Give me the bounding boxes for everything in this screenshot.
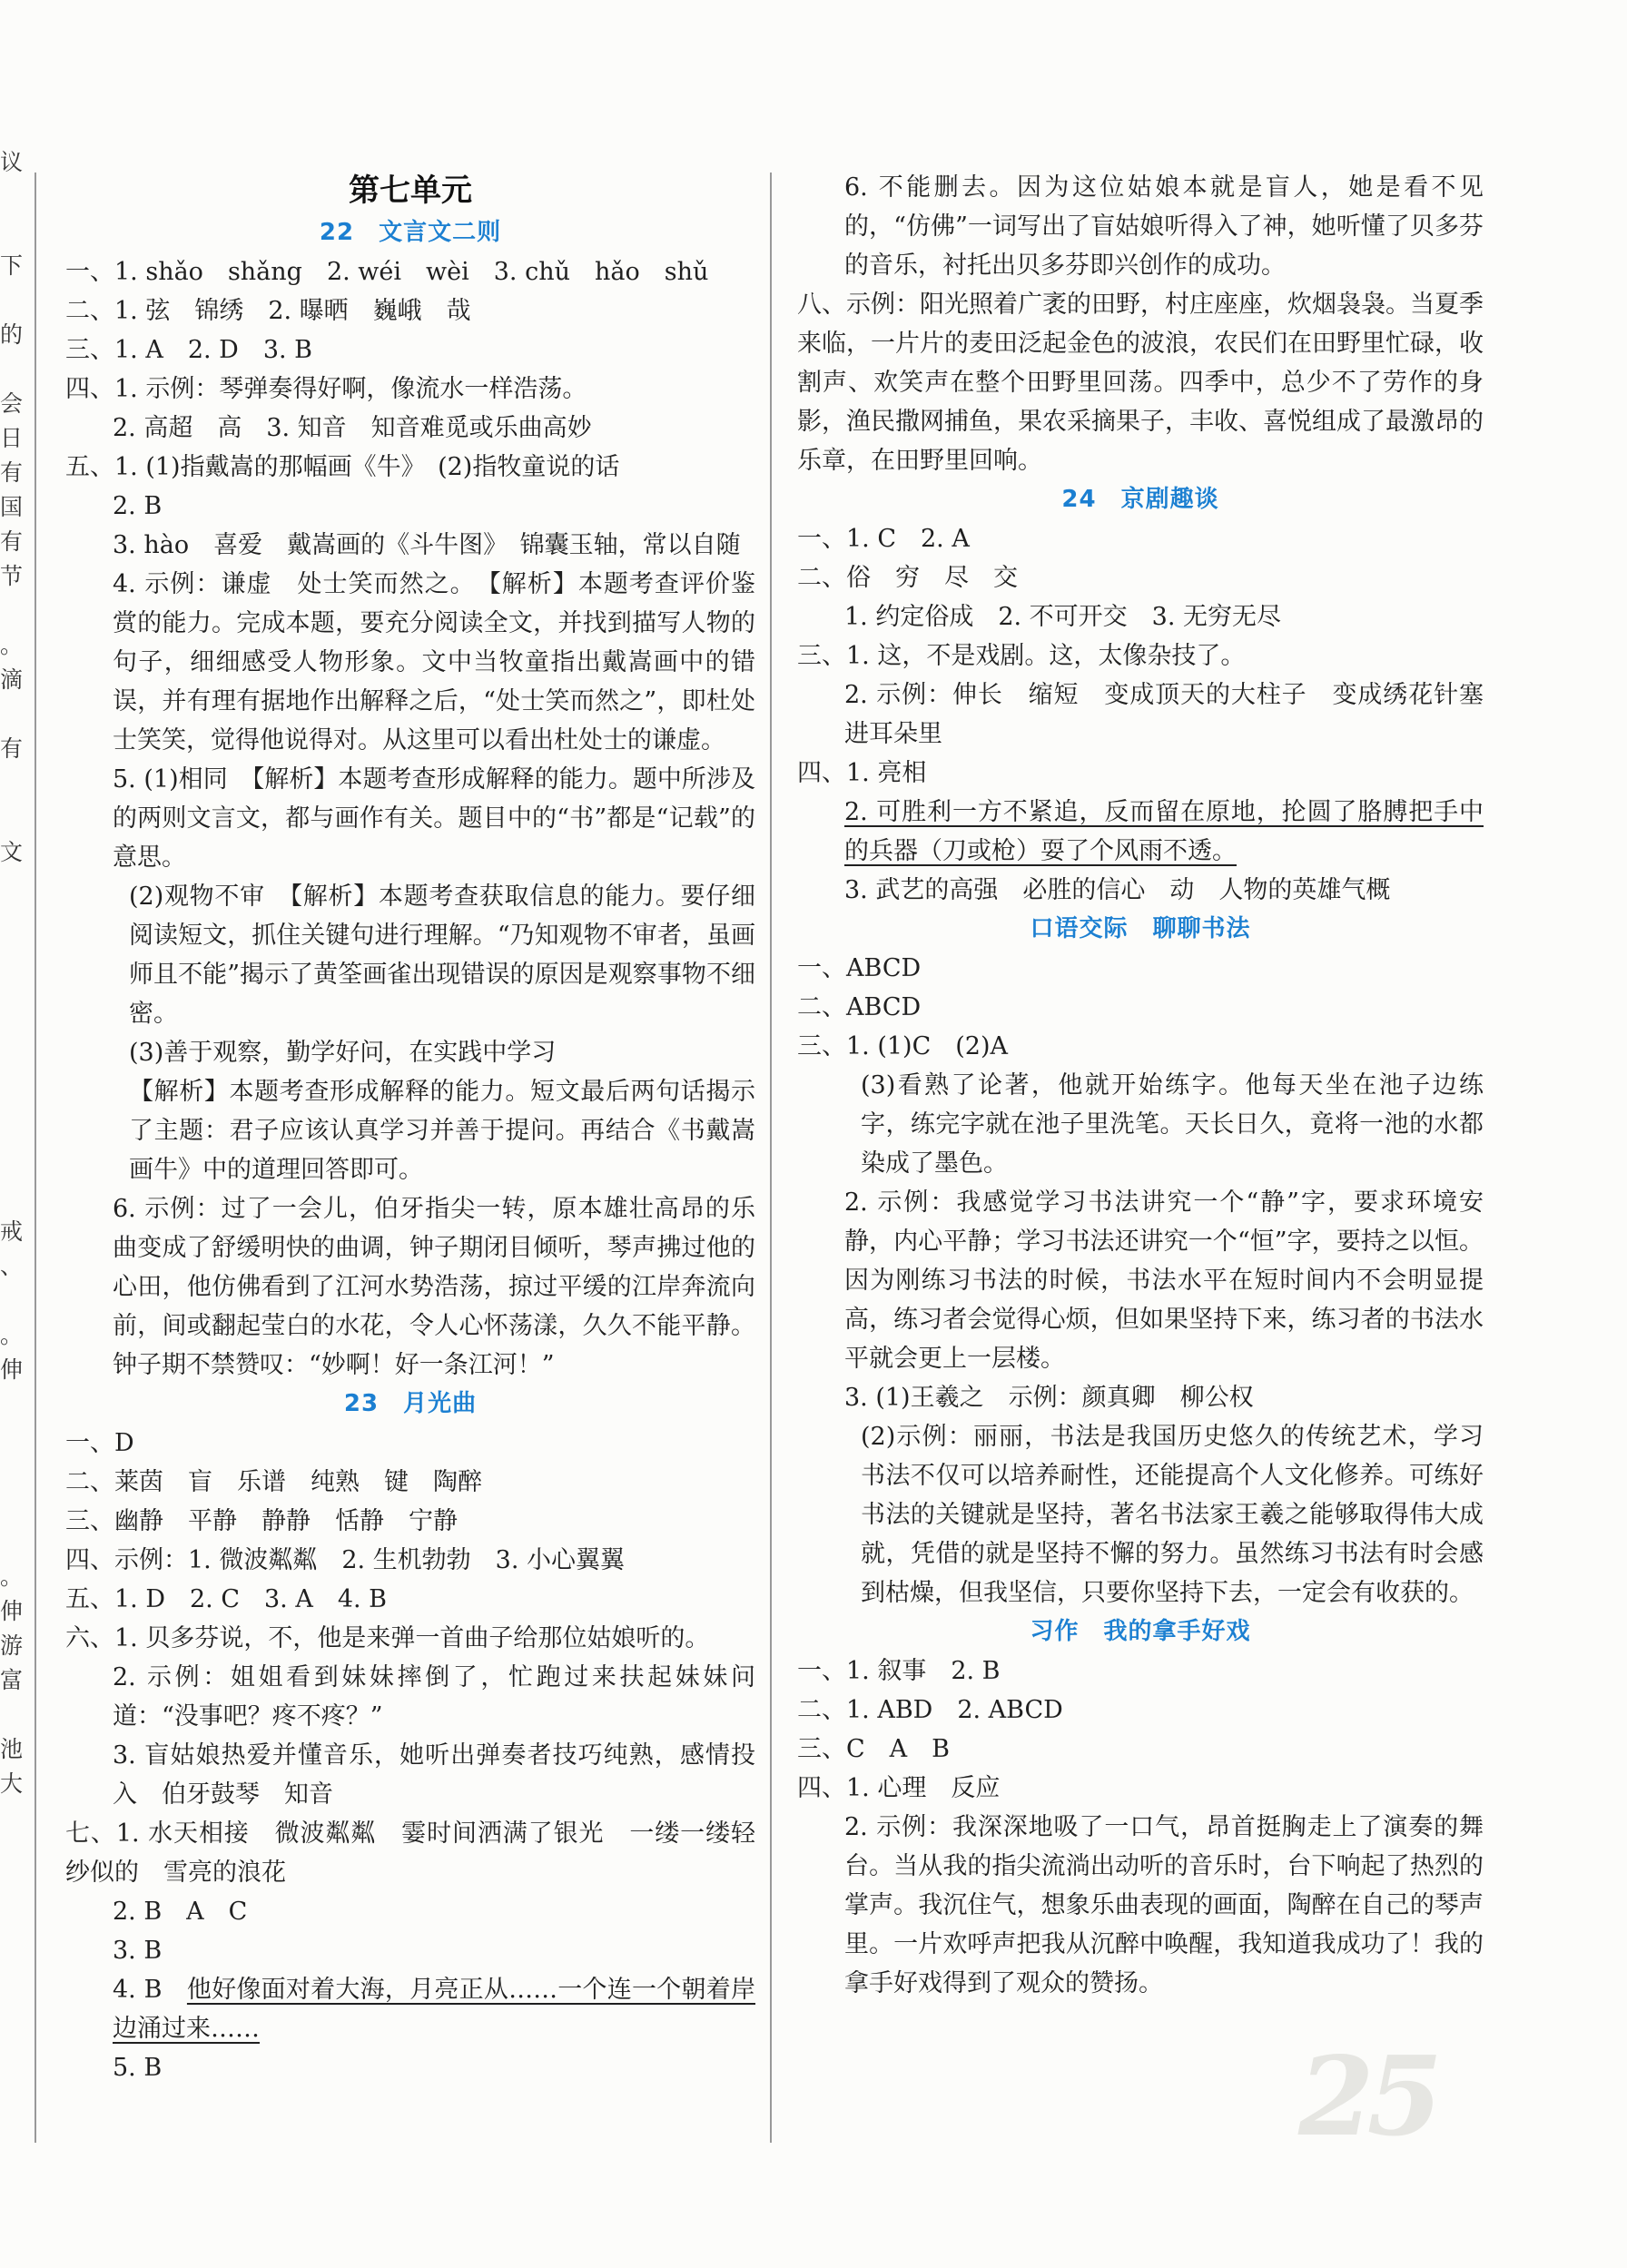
bleed-char: 富 (0, 1667, 24, 1693)
answer-line: 二、ABCD (797, 993, 922, 1021)
left-margin-rule (35, 173, 36, 2143)
answer-line: 四、1. 示例：琴弹奏得好啊，像流水一样浩荡。 (65, 375, 587, 403)
answer-line: 一、1. 叙事 2. B (797, 1657, 1001, 1685)
bleed-char (0, 904, 25, 939)
answer-paragraph: (3)善于观察，勤学好问，在实践中学习 (129, 1039, 557, 1067)
bleed-char (0, 766, 25, 801)
answer-line: 二、1. ABD 2. ABCD (797, 1696, 1063, 1724)
answer-paragraph: (2)观物不审 【解析】本题考查获取信息的能力。要仔细阅读短文，抓住关键句进行理解。“乃知观物不审者，虽画师且不能”揭示了黄筌画雀出现错误的原因是观察事物不细密。 (129, 883, 755, 1028)
bleed-char: 戒 (0, 1218, 24, 1245)
answer-paragraph (65, 1970, 755, 2048)
answer-line: 一、D (65, 1429, 134, 1457)
bleed-char (0, 352, 25, 387)
unit-title: 第七单元 (349, 173, 472, 209)
bleed-char (0, 1008, 25, 1042)
bleed-char (0, 1387, 25, 1422)
answer-line: 三、1. A 2. D 3. B (65, 336, 313, 364)
bleed-char: 游 (0, 1632, 24, 1659)
answer-line: 三、1. (1)C (2)A (797, 1032, 1008, 1060)
bleed-char: 。 (0, 1322, 24, 1348)
bleed-char (0, 801, 25, 835)
answer-line: 一、1. C 2. A (797, 525, 970, 553)
bleed-char: 会 (0, 390, 24, 417)
bleed-char (0, 1042, 25, 1077)
underlined-answer: 2. 可胜利一方不紧追，反而留在原地，抡圆了胳膊把手中的兵器（刀或枪）耍了个风雨不透。 (844, 798, 1484, 865)
bleed-char: 有 (0, 459, 24, 486)
bleed-char: 。 (0, 632, 24, 658)
bleed-char (0, 180, 25, 214)
answer-line: 二、莱茵 盲 乐谱 纯熟 键 陶醉 (65, 1468, 482, 1496)
answer-paragraph: 3. 盲姑娘热爱并懂音乐，她听出弹奏者技巧纯熟，感情投入 伯牙鼓琴 知音 (113, 1741, 755, 1809)
answer-line: 5. B (113, 2054, 163, 2082)
bleed-char (0, 1111, 25, 1146)
answer-line: 2. 高超 高 3. 知音 知音难觅或乐曲高妙 (113, 414, 592, 442)
bleed-char: 国 (0, 494, 24, 520)
answer-line: 二、1. 弦 锦绣 2. 曝晒 巍峨 哉 (65, 297, 471, 325)
bleed-char (0, 1146, 25, 1180)
answer-line: 一、1. shǎo shǎng 2. wéi wèi 3. chǔ hǎo shǔ (65, 258, 709, 286)
answer-paragraph: 5. (1)相同 【解析】本题考查形成解释的能力。题中所涉及的两则文言文，都与画作有关。题目中的“书”都是“记载”的意思。 (113, 765, 755, 872)
answer-paragraph: 2. 示例：伸长 缩短 变成顶天的大柱子 变成绣花针塞进耳朵里 (844, 681, 1484, 748)
answer-line: 四、1. 亮相 (797, 759, 927, 787)
answer-paragraph: 七、1. 水天相接 微波粼粼 霎时间洒满了银光 一缕一缕轻纱似的 雪亮的浪花 (65, 1819, 755, 1887)
answer-line: 三、幽静 平静 静静 恬静 宁静 (65, 1507, 458, 1535)
answer-line: 四、1. 心理 反应 (797, 1774, 1001, 1802)
answer-paragraph: 3. hào 喜爱 戴嵩画的《斗牛图》 锦囊玉轴，常以自随 (113, 531, 741, 559)
bleed-char: 有 (0, 528, 24, 555)
bleed-char (0, 1422, 25, 1456)
bleed-char (0, 697, 25, 732)
answer-paragraph: 2. 示例：姐姐看到妹妹摔倒了，忙跑过来扶起妹妹问道：“没事吧？疼不疼？” (113, 1663, 755, 1731)
left-column (65, 168, 755, 2087)
column-divider (770, 173, 772, 2143)
answer-line: 1. 约定俗成 2. 不可开交 3. 无穷无尽 (844, 603, 1282, 631)
answer-line: 三、C A B (797, 1735, 950, 1763)
bleed-char (0, 1077, 25, 1111)
answer-paragraph: 4. 示例：谦虚 处士笑而然之。 【解析】本题考查评价鉴赏的能力。完成本题，要充分阅读全文，并找到描写人物的句子，细细感受人物形象。文中当牧童指出戴嵩画中的错误，并有理有据地作出解释之后，“处士笑而然之”，即杜处士笑笑，觉得他说得对。从这里可以看出杜处士的谦虚。 (113, 570, 755, 754)
answer-paragraph: 6. 不能删去。因为这位姑娘本就是盲人，她是看不见的，“仿佛”一词写出了盲姑娘听得入了神，她听懂了贝多芬的音乐，衬托出贝多芬即兴创作的成功。 (844, 173, 1484, 280)
bleed-char: 大 (0, 1770, 24, 1797)
answer-paragraph: 2. 示例：我深深地吸了一口气，昂首挺胸走上了演奏的舞台。当从我的指尖流淌出动听的音乐时，台下响起了热烈的掌声。我沉住气，想象乐曲表现的画面，陶醉在自己的琴声里。一片欢呼声把我从沉醉中唤醒，我知道我成功了！我的拿手好戏得到了观众的赞扬。 (844, 1813, 1484, 1997)
bleed-char: 议 (0, 149, 24, 175)
bleed-char (0, 214, 25, 249)
answer-line: 二、俗 穷 尽 交 (797, 564, 1018, 592)
bleed-char (0, 939, 25, 973)
page-number-watermark: 25 (1298, 2033, 1435, 2161)
right-column (797, 168, 1484, 2003)
bleed-char (0, 1180, 25, 1215)
answer-line: 五、1. D 2. C 3. A 4. B (65, 1585, 388, 1613)
answer-paragraph: 【解析】本题考查形成解释的能力。短文最后两句话揭示了主题：君子应该认真学习并善于提问。再结合《书戴嵩画牛》中的道理回答即可。 (129, 1078, 755, 1184)
answer-line: 一、ABCD (797, 954, 922, 982)
bleed-char: 伸 (0, 1356, 24, 1383)
answer-option: 4. B (113, 1976, 163, 2004)
answer-line: 3. (1)王羲之 示例：颜真卿 柳公权 (844, 1384, 1254, 1412)
answer-paragraph: (3)看熟了论著，他就开始练字。他每天坐在池子边练字，练完字就在池子里洗笔。天长日久，竟将一池的水都染成了墨色。 (861, 1071, 1484, 1178)
answer-line: 五、1. (1)指戴嵩的那幅画《牛》 (2)指牧童说的话 (65, 453, 620, 481)
bleed-char: 、 (0, 1253, 24, 1279)
bleed-char: 日 (0, 425, 24, 451)
answer-line: 2. B A C (113, 1898, 248, 1926)
bleed-char: 下 (0, 252, 24, 279)
bleed-char: 池 (0, 1736, 24, 1762)
bleed-text-left-edge (0, 145, 25, 1801)
answer-line: 三、1. 这，不是戏剧。这，太像杂技了。 (797, 642, 1246, 670)
answer-line: 3. B (113, 1937, 163, 1965)
bleed-char: 有 (0, 735, 24, 762)
bleed-char (0, 594, 25, 628)
bleed-char: 的 (0, 321, 24, 348)
bleed-char (0, 973, 25, 1008)
section-title-writing: 习作 我的拿手好戏 (1030, 1618, 1251, 1645)
section-title-oral: 口语交际 聊聊书法 (1030, 915, 1251, 942)
answer-line: 六、1. 贝多芬说，不，他是来弹一首曲子给那位姑娘听的。 (65, 1624, 710, 1652)
answer-paragraph: (2)示例：丽丽，书法是我国历史悠久的传统艺术，学习书法不仅可以培养耐性，还能提高个人文化修养。可练好书法的关键就是坚持，著名书法家王羲之能够取得伟大成就，凭借的就是坚持不懈的努力。虽然练习书法有时会感到枯燥，但我坚信，只要你坚持下去，一定会有收获的。 (861, 1423, 1484, 1607)
bleed-char (0, 283, 25, 318)
bleed-char (0, 1491, 25, 1525)
bleed-char (0, 870, 25, 904)
bleed-char: 伸 (0, 1598, 24, 1624)
section-title-24: 24 京剧趣谈 (1061, 486, 1219, 513)
bleed-char: 滴 (0, 666, 24, 693)
bleed-char: 节 (0, 563, 24, 589)
answer-paragraph: 2. 示例：我感觉学习书法讲究一个“静”字，要求环境安静，内心平静；学习书法还讲究一个“恒”字，要持之以恒。因为刚练习书法的时候，书法水平在短时间内不会明显提高，练习者会觉得心烦，但如果坚持下来，练习者的书法水平就会更上一层楼。 (844, 1188, 1484, 1373)
answer-paragraph: 6. 示例：过了一会儿，伯牙指尖一转，原本雄壮高昂的乐曲变成了舒缓明快的曲调，钟子期闭目倾听，琴声拂过他的心田，他仿佛看到了江河水势浩荡，掠过平缓的江岸奔流向前，间或翻起莹白的水花，令人心怀荡漾，久久不能平静。钟子期不禁赞叹：“妙啊！好一条江河！” (113, 1195, 755, 1379)
bleed-char: 文 (0, 839, 24, 865)
section-title-23: 23 月光曲 (343, 1390, 478, 1417)
answer-line: 3. 武艺的高强 必胜的信心 动 人物的英雄气概 (844, 876, 1391, 904)
bleed-char: 。 (0, 1563, 24, 1590)
answer-line: 四、示例：1. 微波粼粼 2. 生机勃勃 3. 小心翼翼 (65, 1546, 626, 1574)
bleed-char (0, 1456, 25, 1491)
bleed-char (0, 1698, 25, 1732)
answer-paragraph: 八、示例：阳光照着广袤的田野，村庄座座，炊烟袅袅。当夏季来临，一片片的麦田泛起金色的波浪，农民们在田野里忙碌，收割声、欢笑声在整个田野里回荡。四季中，总少不了劳作的身影，渔民撒网捕鱼，果农采摘果子，丰收、喜悦组成了最激昂的乐章，在田野里回响。 (797, 291, 1484, 475)
bleed-char (0, 1525, 25, 1560)
answer-line: 2. B (113, 492, 163, 520)
underlined-answer: 他好像面对着大海，月亮正从……一个连一个朝着岸边涌过来…… (113, 1976, 756, 2043)
section-title-22: 22 文言文二则 (319, 219, 502, 246)
bleed-char (0, 1284, 25, 1318)
